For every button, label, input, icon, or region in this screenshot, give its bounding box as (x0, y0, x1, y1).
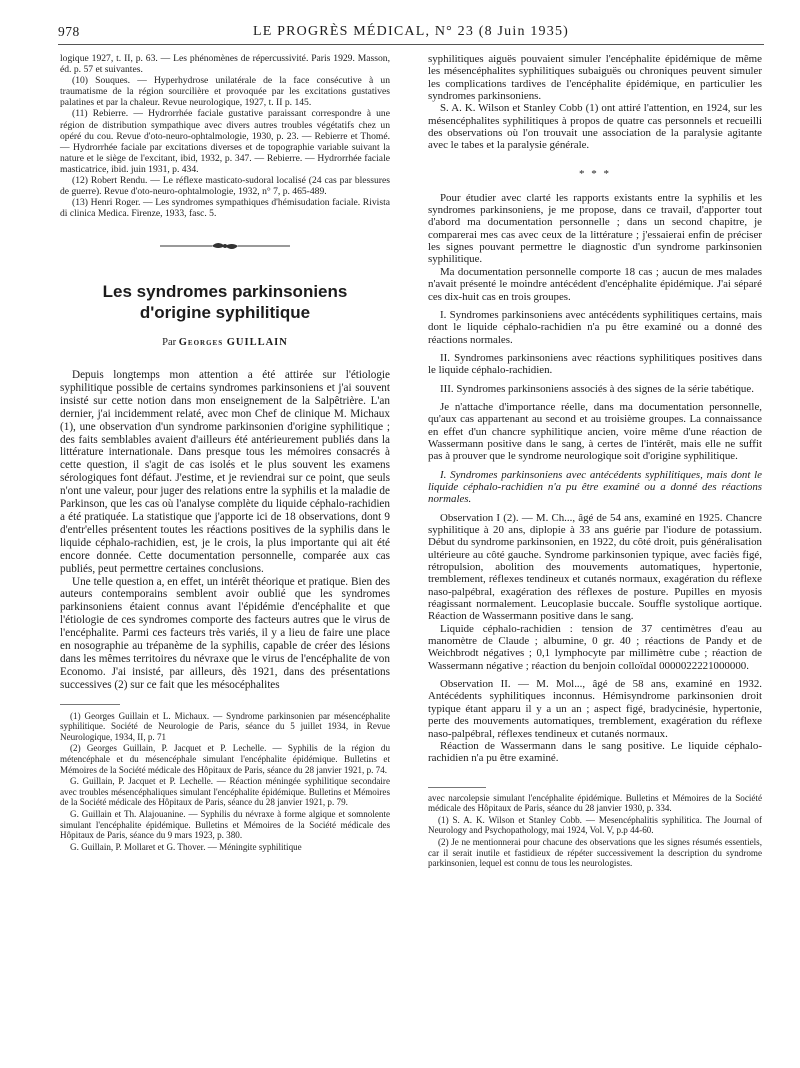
right-footnotes (428, 793, 762, 869)
body-paragraph: Une telle question a, en effet, un intérêt théorique et pratique. Bien des auteurs contemporains semblent avoir oublié que les syndromes parkinsoniens étaient connus avant l'épidémie d'encéphalite et que l'étiologie de ces syndromes comporte des facteurs autres que le virus de l'encéphalite. Parmi ces facteurs très variés, il y a lieu de faire une place en nosographie au trépanème de la syphilis, capable de créer des lésions dans les mêmes territoires du névraxe que le virus de l'encéphalite de von Economo. J'ai insisté, par ailleurs, dès 1921, dans des présentations successives (2) sur ce fait que les mésocéphalites (60, 575, 390, 691)
left-column (60, 53, 390, 853)
reference-item: (12) Robert Rendu. — Le réflexe masticato-sudoral localisé (24 cas par blessures de guerre). Revue d'oto-neuro-ophtalmologie, 1932, n° 7, p. 465-489. (60, 175, 390, 198)
body-paragraph: syphilitiques aiguës pouvaient simuler l'encéphalite épidémique de même les mésencéphalites syphilitiques subaiguës ou chroniques peuvent simuler les complications tardives de l'encéphalite épidémique, en particulier les syndromes parkinsoniens. (428, 53, 762, 103)
observation-paragraph: Observation I (2). — M. Ch..., âgé de 54 ans, examiné en 1925. Chancre syphilitique à 20 ans, diplopie à 33 ans guérie par l'iodure de potassium. Début du syndrome parkinsonien, en 1922, du côté droit, puis généralisation ultérieure au côté gauche. Syndrome parkinsonien typique, avec faciès figé, rétropulsion, abolition des mouvements automatiques, hypertonie, tremblement, réflexes tendineux et cutanés normaux, exagération du réflexe naso-palpébral, exagération des réflexes de posture. Pupilles en myosis réagissant normalement. Leucoplasie buccale. Souffle systolique aortique. Réaction de Wassermann positive dans le sang. (428, 511, 762, 623)
ornament-divider (160, 239, 290, 253)
footnote: avec narcolepsie simulant l'encéphalite épidémique. Bulletins et Mémoires de la Société médicale des Hôpitaux de Paris, séance du 28 janvier 1930, p. 334. (428, 792, 762, 814)
reference-item: (10) Souques. — Hyperhydrose unilatérale de la face consécutive à un traumatisme de la région sourcilière et provoquée par les excitations gustatives palatines et par la chaleur. Revue neurologique, 1927, t. II p. 145. (60, 75, 390, 109)
author-name: Georges GUILLAIN (178, 337, 288, 349)
header-rule (58, 44, 764, 45)
group-item: III. Syndromes parkinsoniens associés à des signes de la série tabétique. (440, 382, 754, 395)
section-asterism: * * * (579, 167, 611, 180)
reference-item: logique 1927, t. II, p. 63. — Les phénomènes de répercussivité. Paris 1929. Masson, éd. p. 57 et suivantes. (60, 53, 390, 76)
article-title-line: Les syndromes parkinsoniens (102, 282, 348, 302)
body-paragraph: Pour étudier avec clarté les rapports existants entre la syphilis et les syndromes parkinsoniens, je me propose, dans ce travail, d'apporter tout d'abord ma documentation personnelle ; dans un second chapitre, je comparerai mes cas avec ceux de la littérature ; j'essaierai enfin de préciser les signes pouvant permettre le diagnostic d'un syndrome parkinsonien syphilitique. (428, 191, 762, 266)
observation-paragraph: Réaction de Wassermann dans le sang positive. Le liquide céphalo-rachidien n'a pu être examiné. (428, 739, 762, 765)
observation-paragraph: Liquide céphalo-rachidien : tension de 37 centimètres d'eau au manomètre de Claude ; albumine, 0 gr. 40 ; réactions de Pandy et de Weichbrodt négatives ; 0,1 lymphocyte par millimètre cube ; réaction de Wassermann négative ; réaction du benjoin colloïdal 0000022221000000. (428, 622, 762, 672)
body-paragraph: Depuis longtemps mon attention a été attirée sur l'étiologie syphilitique possible de certains syndromes parkinsoniens et j'ai souvent insisté sur cette notion dans mon enseignement de la Salpêtrière. L'an dernier, j'ai incidemment relaté, avec mon Chef de clinique M. Michaux (1), une observation d'un syndrome parkinsonien d'origine syphilitique ; des faits semblables avaient d'ailleurs été antérieurement publiés dans la littérature internationale. Dans presque tous les mémoires consacrés à cette question, il s'agit de cas isolés et le plus souvent les examens sérologiques font défaut. J'estime, et je reviendrai sur ce point, que seuls n'ont une valeur, pour juger des relations entre la syphilis et la maladie de Parkinson, que les cas où l'analyse complète du liquide céphalo-rachidien a été pratiquée. La statistique que j'apporte ici de 18 observations, dont 9 d'entr'elles présentent toutes les réactions positives de la syphilis dans le liquide céphalo-rachidien, est, je le crois, la plus importante qui ait été encore donnée. Cette documentation personnelle, comparée aux cas publiés, peut permettre certaines conclusions. (60, 369, 390, 575)
byline (60, 337, 390, 349)
footnote: G. Guillain et Th. Alajouanine. — Syphilis du névraxe à forme algique et somnolente simulant l'encéphalite épidémique. Bulletins et Mémoires de la Société médicale des Hôpitaux de Paris, séance du 9 mars 1923, p. 380. (60, 809, 390, 841)
body-paragraph: S. A. K. Wilson et Stanley Cobb (1) ont attiré l'attention, en 1924, sur les mésencéphalites syphilitiques à propos de quatre cas personnels et recueilli des observations où l'on trouvait une association de la paralysie agitante avec le tabes et la paralysie générale. (428, 102, 762, 152)
footnote: G. Guillain, P. Jacquet et P. Lechelle. — Réaction méningée syphilitique secondaire avec troubles mésencéphaliques simulant l'encéphalite épidémique. Bulletins et Mémoires de la Société médicale des Hôpitaux de Paris, séance du 28 janvier 1921, p. 79. (60, 776, 390, 808)
footnote: (1) Georges Guillain et L. Michaux. — Syndrome parkinsonien par mésencéphalite syphilitique. Société de Neurologie de Paris, séance du 5 juillet 1934, in Revue Neurologique, 1934, II, p. 71 (60, 710, 390, 742)
footnote: (1) S. A. K. Wilson et Stanley Cobb. — Mesencéphalitis syphilitica. The Journal of Neurology and Psychopathology, mai 1924, Vol. V, p.p 44-60. (428, 814, 762, 836)
body-paragraph: Je n'attache d'importance réelle, dans ma documentation personnelle, qu'aux cas appartenant au second et au troisième groupes. La connaissance en effet d'un chancre syphilitique ancien, voire même d'une réaction de Wassermann positive dans le sang, à certes de l'intérêt, mais elle ne suffit pas à prouver que le syndrome neurologique soit d'origine syphilitique. (428, 400, 762, 463)
left-body (60, 369, 390, 692)
reference-list (60, 53, 390, 219)
article-title-line: d'origine syphilitique (139, 303, 311, 323)
footnote: G. Guillain, P. Mollaret et G. Thover. — Méningite syphilitique (70, 841, 302, 852)
group-item: I. Syndromes parkinsoniens avec antécédents syphilitiques certains, mais dont le liquide céphalo-rachidien n'a pu être examiné ou a donné des réactions normales. (428, 308, 762, 346)
section-heading: I. Syndromes parkinsoniens avec antécédents syphilitiques, mais dont le liquide céphalo-rachidien n'a pu être examiné ou a donné des réactions normales. (428, 468, 762, 506)
footnote-rule (428, 787, 486, 788)
reference-item: (13) Henri Roger. — Les syndromes sympathiques d'hémisudation faciale. Rivista di clinica Medica. Firenze, 1933, fasc. 5. (60, 197, 390, 220)
left-footnotes (60, 711, 390, 853)
footnote: (2) Je ne mentionnerai pour chacune des observations que les signes résumés essentiels, car il serait inutile et fastidieux de répéter successivement la description du syndrome parkinsonien, lequel est connu de tous les neurologistes. (428, 836, 762, 869)
article-title (60, 281, 390, 323)
footnote: (2) Georges Guillain, P. Jacquet et P. Lechelle. — Syphilis de la région du métencéphale et du mésencéphale simulant l'encéphalite épidémique. Bulletins et Mémoires de la Société médicale des Hôpitaux de Paris, séance du 28 janvier 1921, p. 74. (60, 743, 390, 775)
page-number: 978 (58, 24, 80, 39)
right-body-b (428, 192, 762, 765)
byline-prefix: Par (162, 337, 177, 349)
footnote-rule (60, 704, 120, 705)
observation-paragraph: Observation II. — M. Mol..., âgé de 58 ans, examiné en 1932. Antécédents syphilitiques inconnus. Hémisyndrome parkinsonien droit typique étant apparu il y a un an ; aspect figé, bradycinésie, hypertonie, perte des mouvements automatiques, tremblement, exagération du réflexe naso-palpébral, réflexes tendineux et cutanés normaux. (428, 678, 762, 740)
body-paragraph: Ma documentation personnelle comporte 18 cas ; aucun de mes malades n'avait présenté le moindre antécédent d'encéphalite épidémique. J'ai séparé ces dix-huit cas en trois groupes. (428, 265, 762, 303)
right-column (428, 53, 762, 870)
right-body-a (428, 53, 762, 152)
journal-title: LE PROGRÈS MÉDICAL, N° 23 (8 Juin 1935) (252, 24, 570, 39)
reference-item: (11) Rebierre. — Hydrorrhée faciale gustative paraissant correspondre à une région de distribution sympathique avec divers autres troubles végétatifs chez un opéré du cou. Revue d'oto-neuro-ophtalmologie, 1930, p. 23. — Rebierre et Thomé. — Hydrorrhée faciale par excitations diverses et de topographie variable suivant la nature et le siège de l'excitant, ibid, 1932, p. 347. — Rebierre. — Hydrorrhée faciale masticatrice, ibid. juin 1931, p. 434. (60, 108, 390, 175)
group-item: II. Syndromes parkinsoniens avec réactions syphilitiques positives dans le liquide céphalo-rachidien. (428, 351, 762, 377)
page-header (58, 24, 764, 44)
